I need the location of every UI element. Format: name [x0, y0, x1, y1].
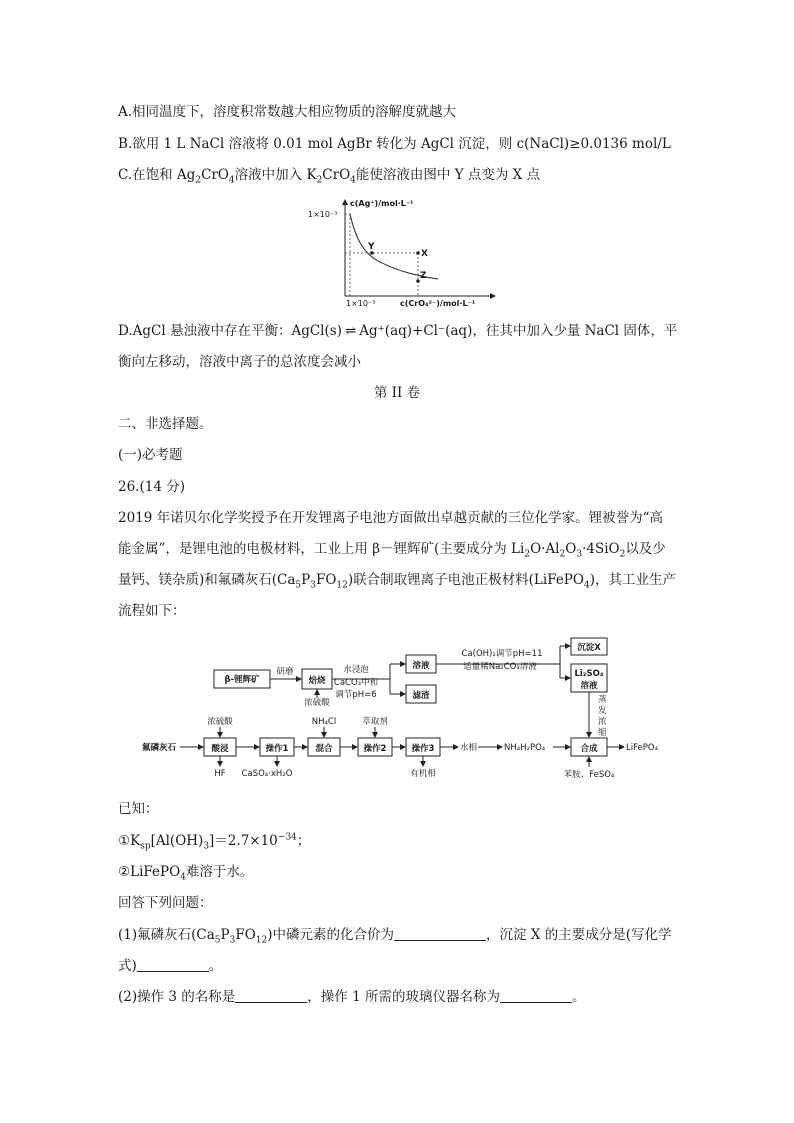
text: 。	[208, 958, 223, 974]
solubility-graph	[300, 196, 500, 312]
text: [Al(OH)	[150, 833, 204, 849]
lbl-evap-4: 缩	[598, 728, 607, 738]
text: P	[220, 927, 230, 943]
text: )中磷元素的化合价为	[267, 927, 395, 943]
box-op2-label: 操作2	[363, 744, 387, 754]
lbl-caoh2: Ca(OH)₂调节pH=11	[461, 649, 543, 659]
box-spodumene-label: β-锂辉矿	[224, 675, 260, 685]
text: 难溶于水。	[185, 864, 254, 880]
box-li2so4-label2: 溶液	[580, 681, 598, 691]
q1-line1	[118, 926, 671, 944]
text: O·Al	[530, 541, 560, 557]
answer-blank-op3[interactable]	[235, 988, 307, 1003]
text: )，其工业生产	[589, 572, 676, 588]
sub: 2	[559, 549, 566, 560]
q26-intro-line1: 2019 年诺贝尔化学奖授予在开发锂离子电池方面做出卓越贡献的三位化学家。锂被誉为“高	[118, 510, 664, 526]
sub: 3	[310, 580, 316, 591]
sub: 2	[195, 175, 202, 186]
sub: 5	[214, 935, 221, 946]
lbl-reagents: 苯胺、FeSO₄	[563, 770, 615, 780]
lbl-nh4h2po4: NH₄H₂PO₄	[504, 743, 546, 753]
xtick-label: 1×10⁻³	[346, 299, 376, 308]
lbl-conc-h2so4-2: 浓硫酸	[207, 717, 233, 727]
box-roast-label: 焙烧	[308, 676, 326, 686]
sub: 2	[619, 549, 626, 560]
lbl-caco3: CaCO₃中和	[333, 678, 379, 688]
box-op1-label: 操作1	[265, 744, 289, 754]
sub: 4	[583, 580, 590, 591]
sub: 3	[203, 841, 210, 852]
text: (1)氟磷灰石(Ca	[118, 927, 215, 943]
known-1	[118, 832, 310, 850]
q1-line2	[118, 957, 222, 975]
q26-intro-line3	[118, 571, 676, 589]
sub: 2	[316, 175, 323, 186]
text: )联合制取锂离子电池正极材料(LiFePO	[347, 572, 584, 588]
box-acid-leach-label: 酸浸	[211, 744, 229, 754]
required-heading: (一)必考题	[118, 447, 183, 463]
box-li2so4-label: Li₂SO₄	[574, 669, 604, 679]
lbl-water-leach: 水浸泡	[343, 665, 369, 675]
text: D.AgCl 悬浊液中存在平衡：AgCl(s)	[118, 323, 342, 339]
text: 溶液中加入 K	[234, 167, 317, 183]
lbl-nh4cl: NH₄Cl	[311, 717, 337, 727]
box-solution1-label: 溶液	[412, 661, 430, 671]
sub: 2	[524, 549, 531, 560]
text: FO	[315, 572, 337, 588]
text: FO	[235, 927, 256, 943]
point-x-label: X	[421, 249, 428, 259]
lbl-evap-2: 发	[598, 706, 607, 716]
text: Ag⁺(aq)+Cl⁻(aq)，往其中加入少量 NaCl 固体，平	[359, 323, 678, 339]
point-x-dot	[416, 251, 420, 255]
curve	[350, 214, 438, 279]
box-precip-x-label: 沉淀X	[577, 643, 601, 653]
sub: 12	[336, 580, 348, 591]
option-c	[118, 166, 540, 184]
lbl-ph6: 调节pH=6	[335, 690, 377, 700]
box-synth-label: 合成	[580, 744, 598, 754]
process-flowchart	[140, 632, 700, 784]
option-d-line2: 衡向左移动，溶液中离子的总浓度会减小	[118, 354, 361, 370]
text: ]＝2.7×10	[209, 833, 278, 849]
text: O	[565, 541, 577, 557]
box-op3-label: 操作3	[411, 744, 435, 754]
text: C.在饱和 Ag	[118, 167, 196, 183]
answer-heading: 回答下列问题：	[118, 895, 213, 911]
ylabel: c(Ag⁺)/mol·L⁻¹	[350, 199, 414, 208]
q26-intro-line4: 流程如下：	[118, 603, 186, 619]
option-d-line1	[118, 322, 677, 340]
q26-heading: 26.(14 分)	[118, 479, 185, 495]
lbl-grind: 研磨	[276, 667, 294, 677]
part2-heading: 二、非选择题。	[118, 416, 213, 432]
answer-blank-valence[interactable]	[394, 926, 486, 941]
section-title: 第 II 卷	[373, 385, 421, 401]
text: ·4SiO	[582, 541, 620, 557]
text: ，操作 1 所需的玻璃仪器名称为	[307, 989, 500, 1005]
text: CrO	[322, 167, 351, 183]
lbl-hf: HF	[214, 769, 226, 779]
lbl-caso4: CaSO₄·xH₂O	[241, 769, 293, 779]
ytick-label: 1×10⁻³	[308, 210, 338, 219]
text: ；	[296, 833, 311, 849]
known-heading: 已知：	[118, 801, 159, 817]
text: 以及少	[625, 541, 666, 557]
option-b: B.欲用 1 L NaCl 溶液将 0.01 mol AgBr 转化为 AgCl 沉淀，则 c(NaCl)≥0.0136 mol/L	[118, 136, 671, 152]
lbl-evap-3: 浓	[598, 717, 607, 727]
lbl-aqueous: 水相	[460, 743, 478, 753]
point-z-label: Z	[420, 271, 427, 281]
sub: 4	[180, 872, 186, 883]
known-2	[118, 863, 253, 881]
lbl-conc-h2so4-1: 浓硫酸	[304, 698, 330, 708]
text: ①K	[118, 833, 141, 849]
sub: 4	[350, 175, 356, 186]
text: ②LiFePO	[118, 864, 181, 880]
sub: 12	[255, 935, 268, 946]
lbl-product: LiFePO₄	[626, 743, 658, 753]
point-y-label: Y	[368, 242, 375, 252]
sub: 5	[295, 580, 302, 591]
text: 能金属”，是锂电池的电极材料，工业上用 β－锂辉矿(主要成分为 Li	[118, 541, 525, 557]
option-a: A.相同温度下，溶度积常数越大相应物质的溶解度就越大	[118, 104, 457, 120]
equilibrium-arrow: ⇌	[344, 323, 357, 339]
text: 式)	[118, 958, 137, 974]
text: ，沉淀 X 的主要成分是(写化学	[486, 927, 672, 943]
q2-line	[118, 988, 585, 1006]
answer-blank-precip-x[interactable]	[137, 957, 209, 972]
lbl-evap-1: 蒸	[598, 695, 607, 705]
xlabel: c(CrO₄²⁻)/mol·L⁻¹	[400, 299, 476, 308]
sub: 3	[576, 549, 583, 560]
text: CrO	[201, 167, 229, 183]
text: 量钙、镁杂质)和氟磷灰石(Ca	[118, 572, 296, 588]
lbl-fluorapatite: 氟磷灰石	[142, 743, 177, 753]
lbl-extractant: 萃取剂	[362, 717, 388, 727]
sup: −34	[277, 832, 297, 843]
lbl-na2co3: 适量稀Na₂CO₃溶液	[463, 662, 537, 672]
text: 能使溶液由图中 Y 点变为 X 点	[355, 167, 541, 183]
text: 。	[571, 989, 586, 1005]
sub: 3	[229, 935, 236, 946]
lbl-organic: 有机相	[410, 769, 436, 779]
sub: sp	[140, 841, 151, 852]
answer-blank-op1-glassware[interactable]	[500, 988, 572, 1003]
sub: 4	[228, 175, 235, 186]
box-mix-label: 混合	[315, 744, 333, 754]
q26-intro-line2	[118, 540, 666, 558]
box-residue-label: 滤渣	[412, 691, 430, 701]
text: P	[301, 572, 311, 588]
text: (2)操作 3 的名称是	[118, 989, 236, 1005]
